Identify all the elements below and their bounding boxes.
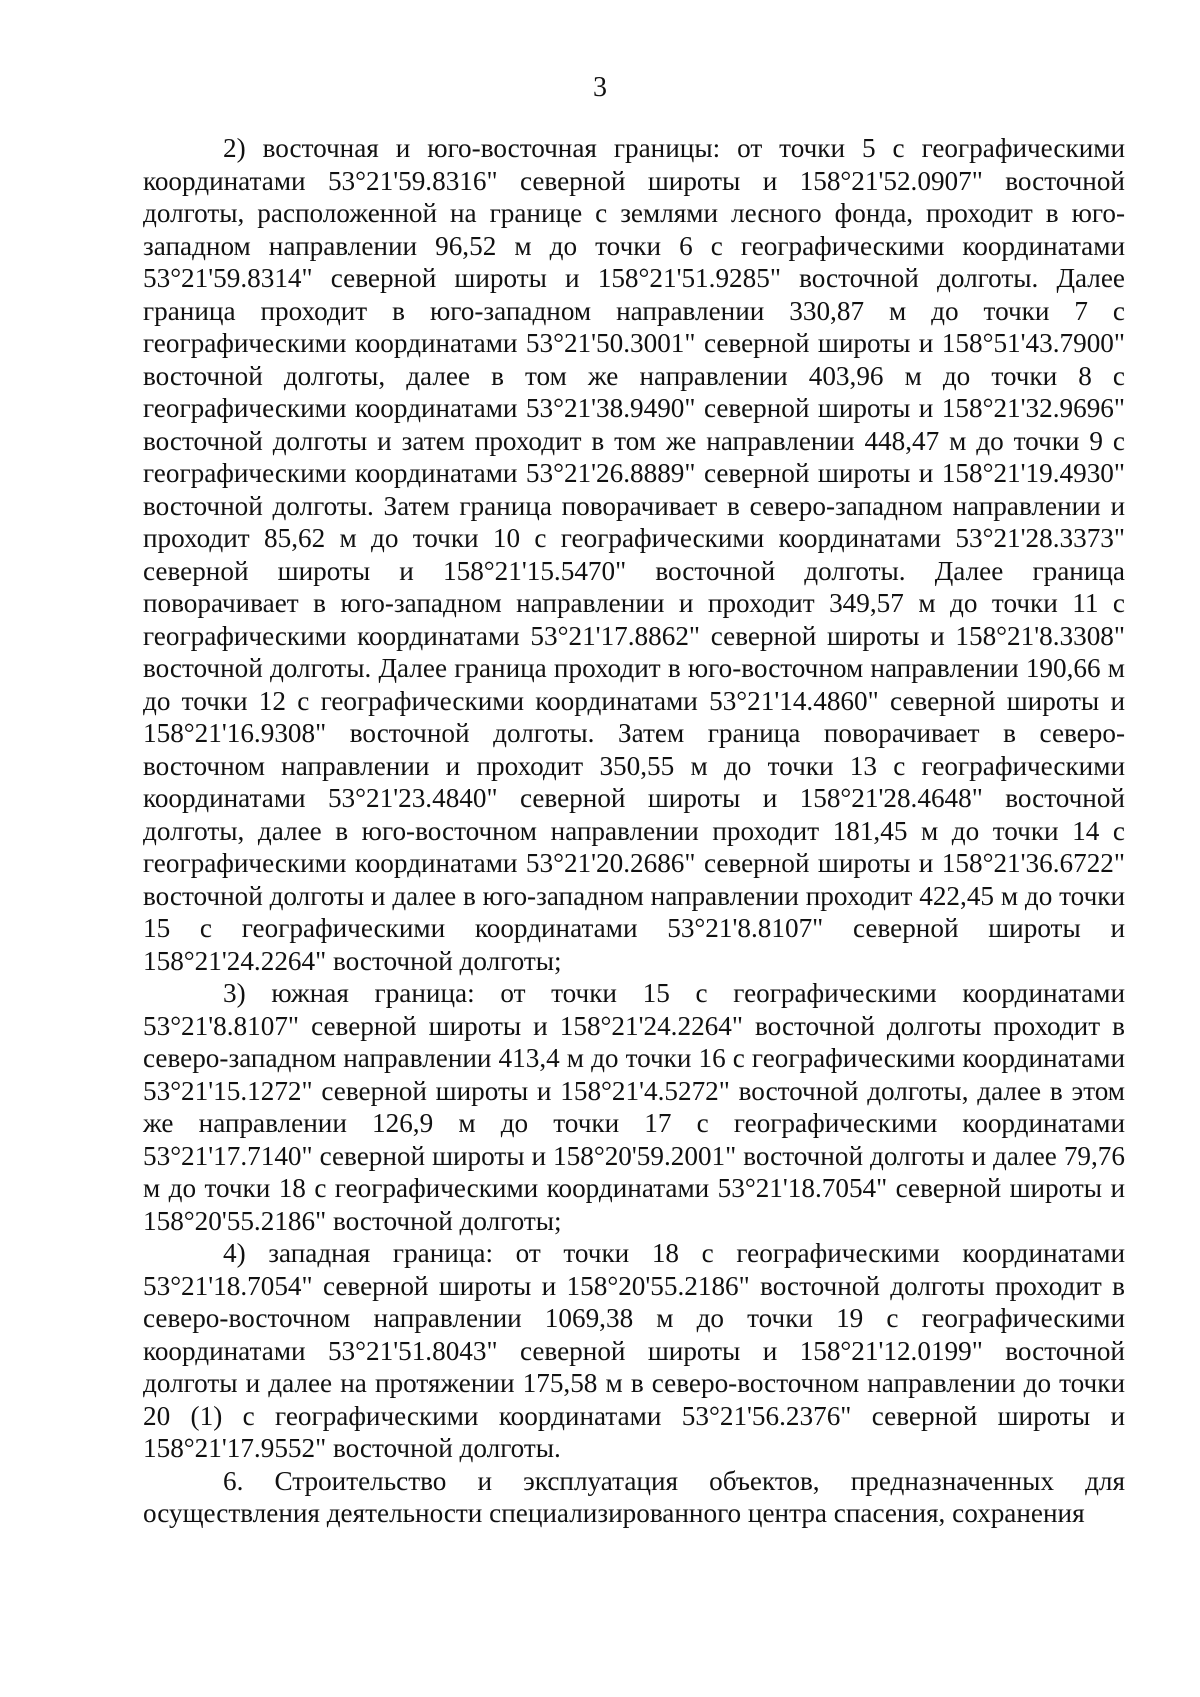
paragraph-eastern-boundary: 2) восточная и юго-восточная границы: от точки 5 с географическими координатами 53°21'59.8316" северной широты и 158°21'52.0907" восточной долготы, расположенной на границе с землями лесного фонда, проходит в юго-западном направлении 96,52 м до точки 6 с географическими координатами 53°21'59.8314" северной широты и 158°21'51.9285" восточной долготы. Далее граница проходит в юго-западном направлении 330,87 м до точки 7 с географическими координатами 53°21'50.3001" северной широты и 158°51'43.7900" восточной долготы, далее в том же направлении 403,96 м до точки 8 с географическими координатами 53°21'38.9490" северной широты и 158°21'32.9696" восточной долготы и затем проходит в том же направлении 448,47 м до точки 9 с географическими координатами 53°21'26.8889" северной широты и 158°21'19.4930" восточной долготы. Затем граница поворачивает в северо-западном направлении и проходит 85,62 м до точки 10 с географическими координатами 53°21'28.3373" северной широты и 158°21'15.5470" восточной долготы. Далее граница поворачивает в юго-западном направлении и проходит 349,57 м до точки 11 с географическими координатами 53°21'17.8862" северной широты и 158°21'8.3308" восточной долготы. Далее граница проходит в юго-восточном направлении 190,66 м до точки 12 с географическими координатами 53°21'14.4860" северной широты и 158°21'16.9308" восточной долготы. Затем граница поворачивает в северо-восточном направлении и проходит 350,55 м до точки 13 с географическими координатами 53°21'23.4840" северной широты и 158°21'28.4648" восточной долготы, далее в юго-восточном направлении проходит 181,45 м до точки 14 с географическими координатами 53°21'20.2686" северной широты и 158°21'36.6722" восточной долготы и далее в юго-западном направлении проходит 422,45 м до точки 15 с географическими координатами 53°21'8.8107" северной широты и 158°21'24.2264" восточной долготы; <box>143 133 1125 976</box>
paragraph-southern-boundary: 3) южная граница: от точки 15 с географическими координатами 53°21'8.8107" северной широты и 158°21'24.2264" восточной долготы проходит в северо-западном направлении 413,4 м до точки 16 с географическими координатами 53°21'15.1272" северной широты и 158°21'4.5272" восточной долготы, далее в этом же направлении 126,9 м до точки 17 с географическими координатами 53°21'17.7140" северной широты и 158°20'59.2001" восточной долготы и далее 79,76 м до точки 18 с географическими координатами 53°21'18.7054" северной широты и 158°20'55.2186" восточной долготы; <box>143 978 1125 1236</box>
page-number: 3 <box>593 72 607 103</box>
paragraph-western-boundary: 4) западная граница: от точки 18 с географическими координатами 53°21'18.7054" северной широты и 158°20'55.2186" восточной долготы проходит в северо-восточном направлении 1069,38 м до точки 19 с географическими координатами 53°21'51.8043" северной широты и 158°21'12.0199" восточной долготы и далее на протяжении 175,58 м в северо-восточном направлении до точки 20 (1) с географическими координатами 53°21'56.2376" северной широты и 158°21'17.9552" восточной долготы. <box>143 1238 1125 1463</box>
paragraph-item-6: 6. Строительство и эксплуатация объектов, предназначенных для осуществления деятельности специализированного центра спасения, сохранения <box>143 1465 1125 1528</box>
document-body <box>143 132 1125 1530</box>
